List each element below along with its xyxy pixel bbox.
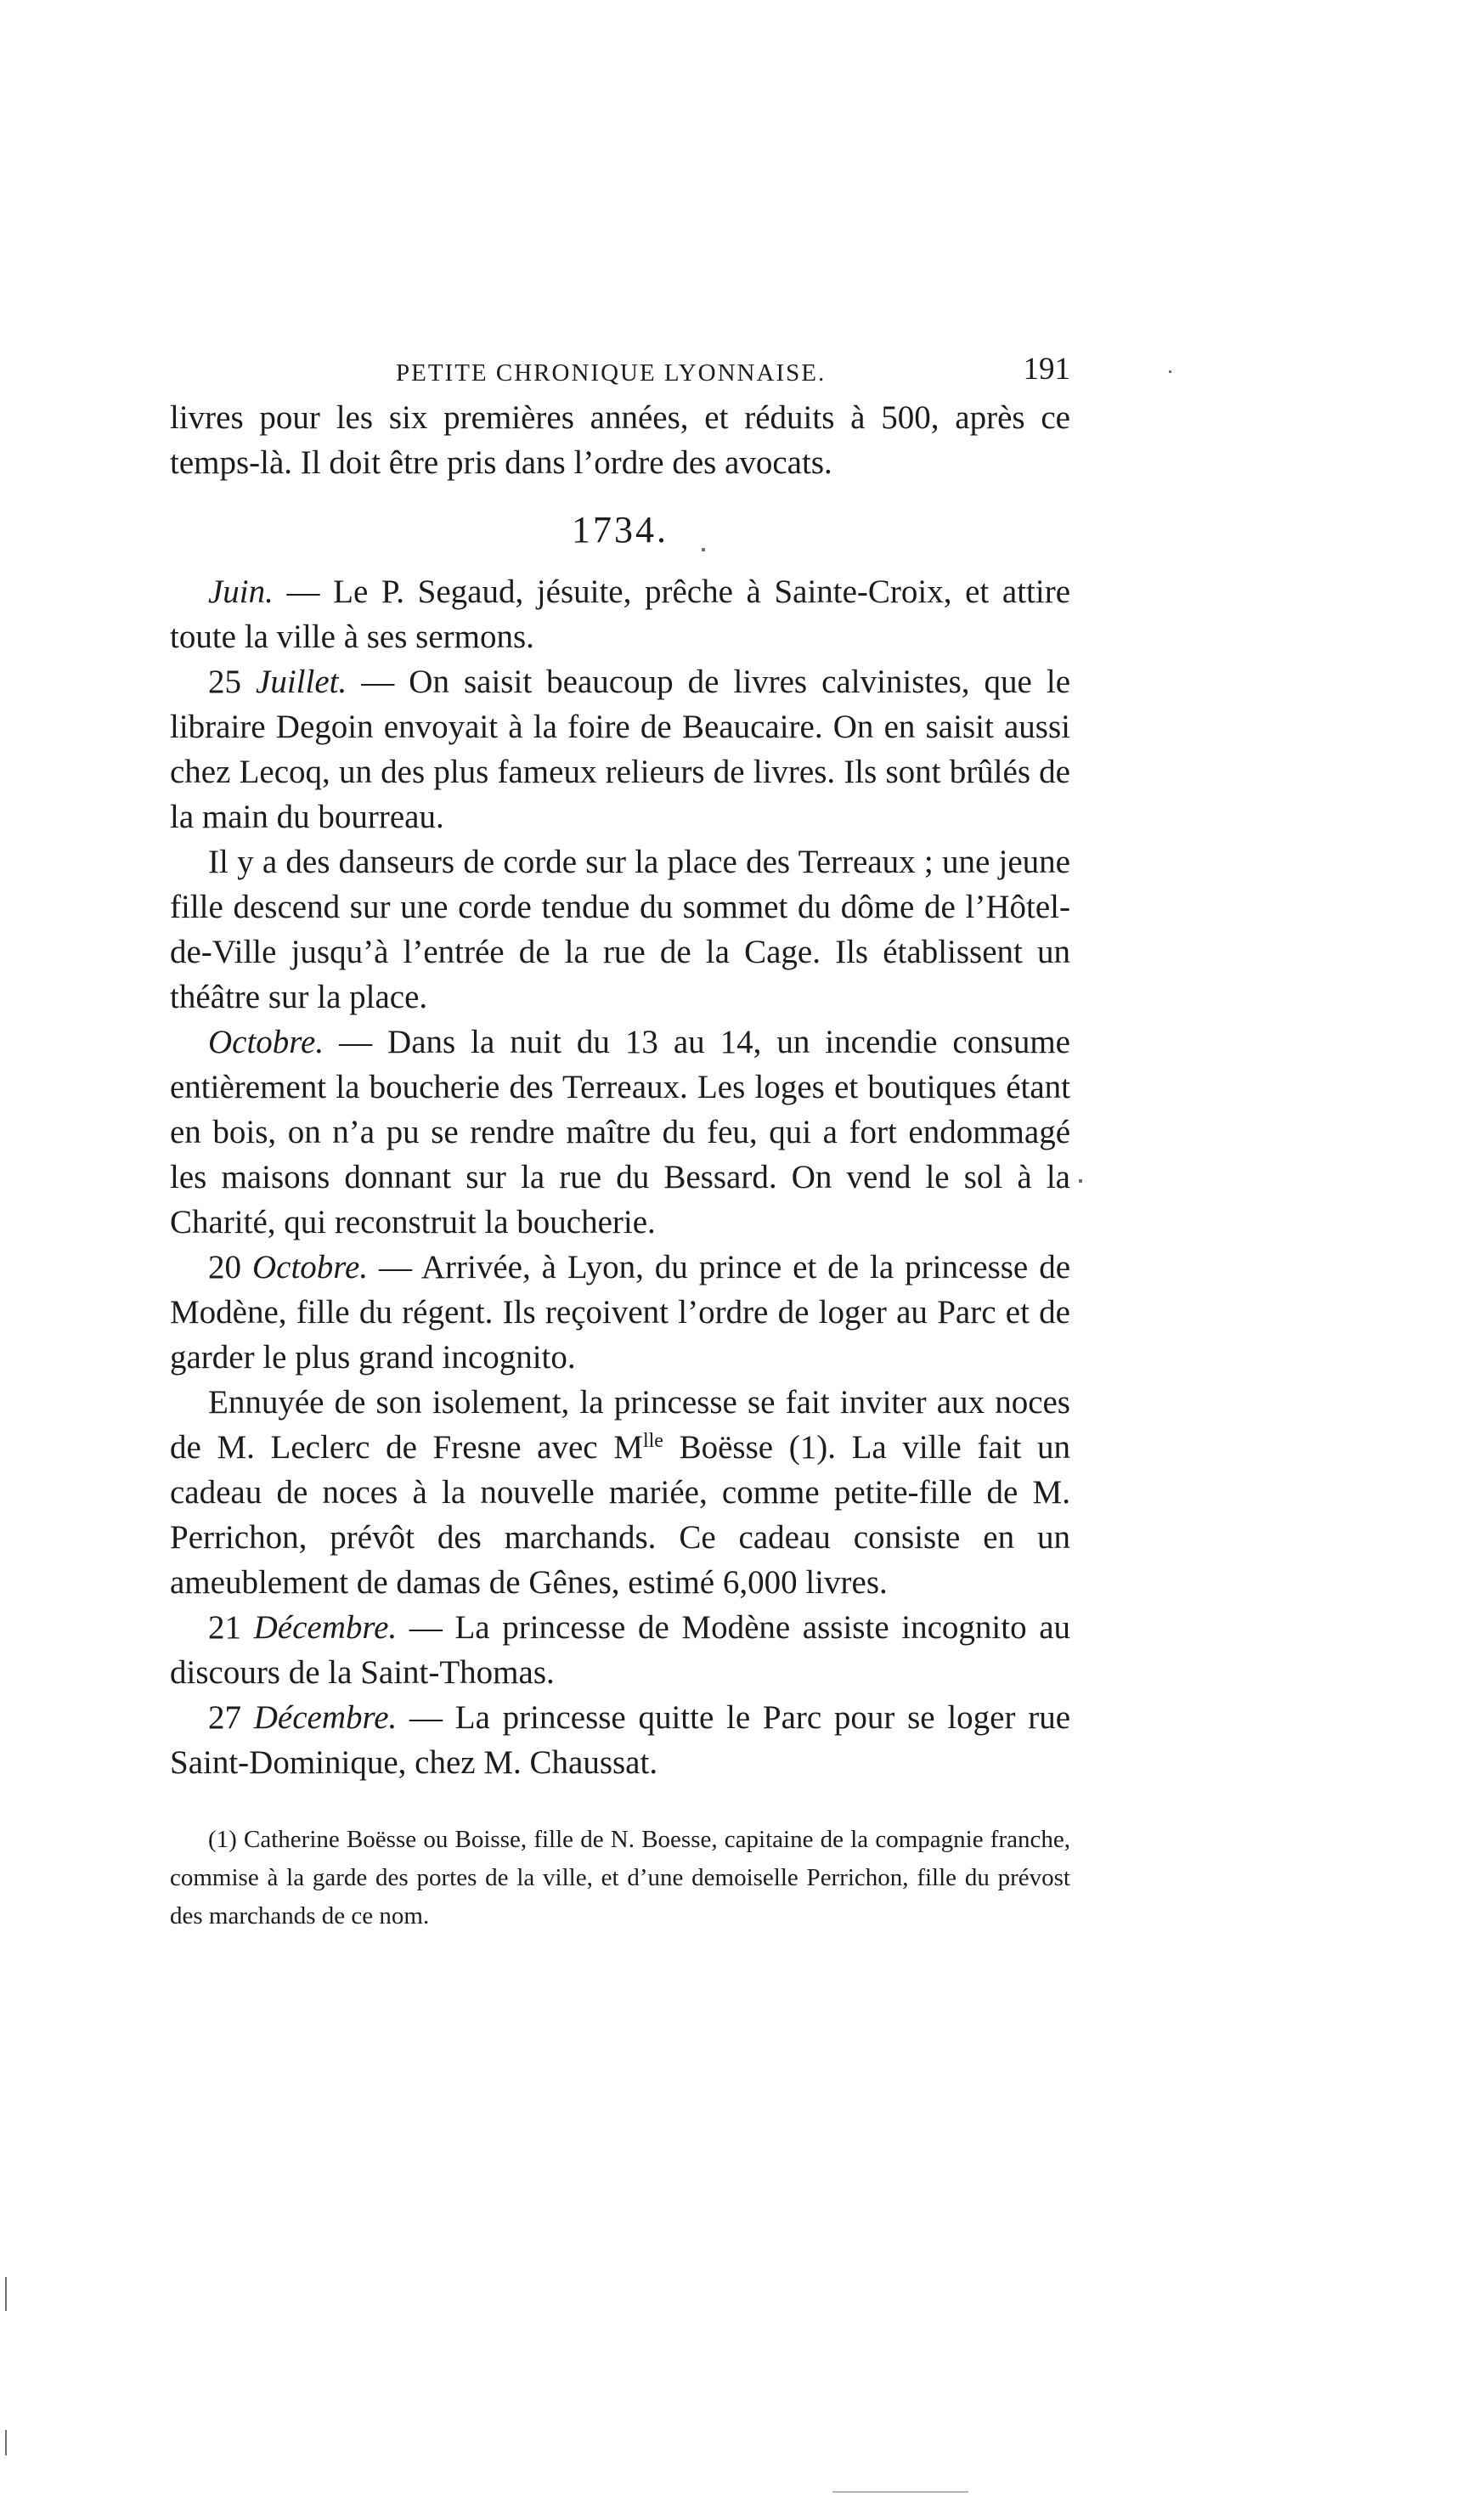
entry-date: Octobre. (251, 1249, 369, 1285)
footnotes (170, 1821, 1070, 1935)
entry-day: 25 (208, 664, 257, 700)
entry-date: Octobre. (208, 1024, 324, 1060)
entry-text: Ennuyée de son isolement, la princesse se fait inviter aux noces de M. Leclerc de Fresne avec M (170, 1384, 1070, 1466)
entry-25-july (170, 659, 1070, 839)
entry-date: Juillet. (256, 664, 347, 700)
superscript-mlle: lle (642, 1430, 663, 1452)
text-block (170, 344, 1070, 1935)
entry-20-october (170, 1245, 1070, 1380)
body-text (170, 395, 1070, 1785)
entry-june (170, 569, 1070, 659)
entry-text: — Dans la nuit du 13 au 14, un incendie consume entièrement la boucherie des Terreaux. Les loges et boutiques étant en bois, on n’a pu se rendre maître du feu, qui a fort endommagé les maisons donnant sur la rue du Bessard. On vend le sol à la Charité, qui reconstruit la boucherie. (170, 1024, 1070, 1240)
entry-date: Décembre. (253, 1609, 398, 1646)
entry-21-december (170, 1605, 1070, 1695)
scan-speck (5, 2277, 7, 2311)
entry-day: 20 (208, 1249, 252, 1285)
entry-wedding (170, 1380, 1070, 1605)
entry-text: — Arrivée, à Lyon, du prince et de la princesse de Modène, fille du régent. Ils reçoivent l’ordre de loger au Parc et de garder le plus grand incognito. (170, 1249, 1071, 1376)
scan-speck (1079, 1179, 1082, 1183)
entry-text: — La princesse quitte le Parc pour se loger rue Saint-Dominique, chez M. Chaussat. (170, 1699, 1071, 1781)
running-title: PETITE CHRONIQUE LYONNAISE. (396, 359, 827, 387)
scan-speck (5, 2430, 7, 2455)
footnote-1: (1) Catherine Boësse ou Boisse, fille de N. Boesse, capitaine de la compagnie franche, commise à la garde des portes de la ville, et d’une demoiselle Perrichon, fille du prévost des marchands de ce nom. (170, 1826, 1070, 1930)
entry-date: Juin. (208, 573, 274, 610)
entry-27-december (170, 1695, 1070, 1785)
entry-day: 21 (208, 1609, 254, 1646)
entry-text: — Le P. Segaud, jésuite, prêche à Sainte-Croix, et attire toute la ville à ses sermons. (170, 573, 1070, 655)
entry-rope-dancers (170, 839, 1070, 1020)
entry-day: 27 (208, 1699, 254, 1736)
scan-speck (1169, 370, 1171, 373)
scan-speck (832, 2491, 968, 2493)
entry-text: Boësse (1). La ville fait un cadeau de noces à la nouvelle mariée, comme petite-fille de M. Perrichon, prévôt des marchands. Ce cadeau consiste en un ameublement de damas de Gênes, estimé 6,000 livres. (170, 1429, 1070, 1601)
entry-october (170, 1020, 1070, 1245)
page-number: 191 (1023, 352, 1070, 387)
entry-text: — La princesse de Modène assiste incognito au discours de la Saint-Thomas. (170, 1609, 1071, 1691)
scan-speck (702, 548, 705, 551)
running-head (170, 344, 1070, 395)
entry-text: — On saisit beaucoup de livres calvinistes, que le libraire Degoin envoyait à la foire de Beaucaire. On en saisit aussi chez Lecoq, un des plus fameux relieurs de livres. Ils sont brûlés de la main du bourreau. (170, 664, 1071, 835)
entry-text: Il y a des danseurs de corde sur la place des Terreaux ; une jeune fille descend sur une corde tendue du sommet du dôme de l’Hôtel-de-Ville jusqu’à l’entrée de la rue de la Cage. Ils établissent un théâtre sur la place. (170, 844, 1070, 1015)
continuation-paragraph: livres pour les six premières années, et réduits à 500, après ce temps-là. Il doit être pris dans l’ordre des avocats. (170, 399, 1070, 481)
entry-date: Décembre. (253, 1699, 398, 1736)
year-heading: 1734. (572, 509, 669, 551)
